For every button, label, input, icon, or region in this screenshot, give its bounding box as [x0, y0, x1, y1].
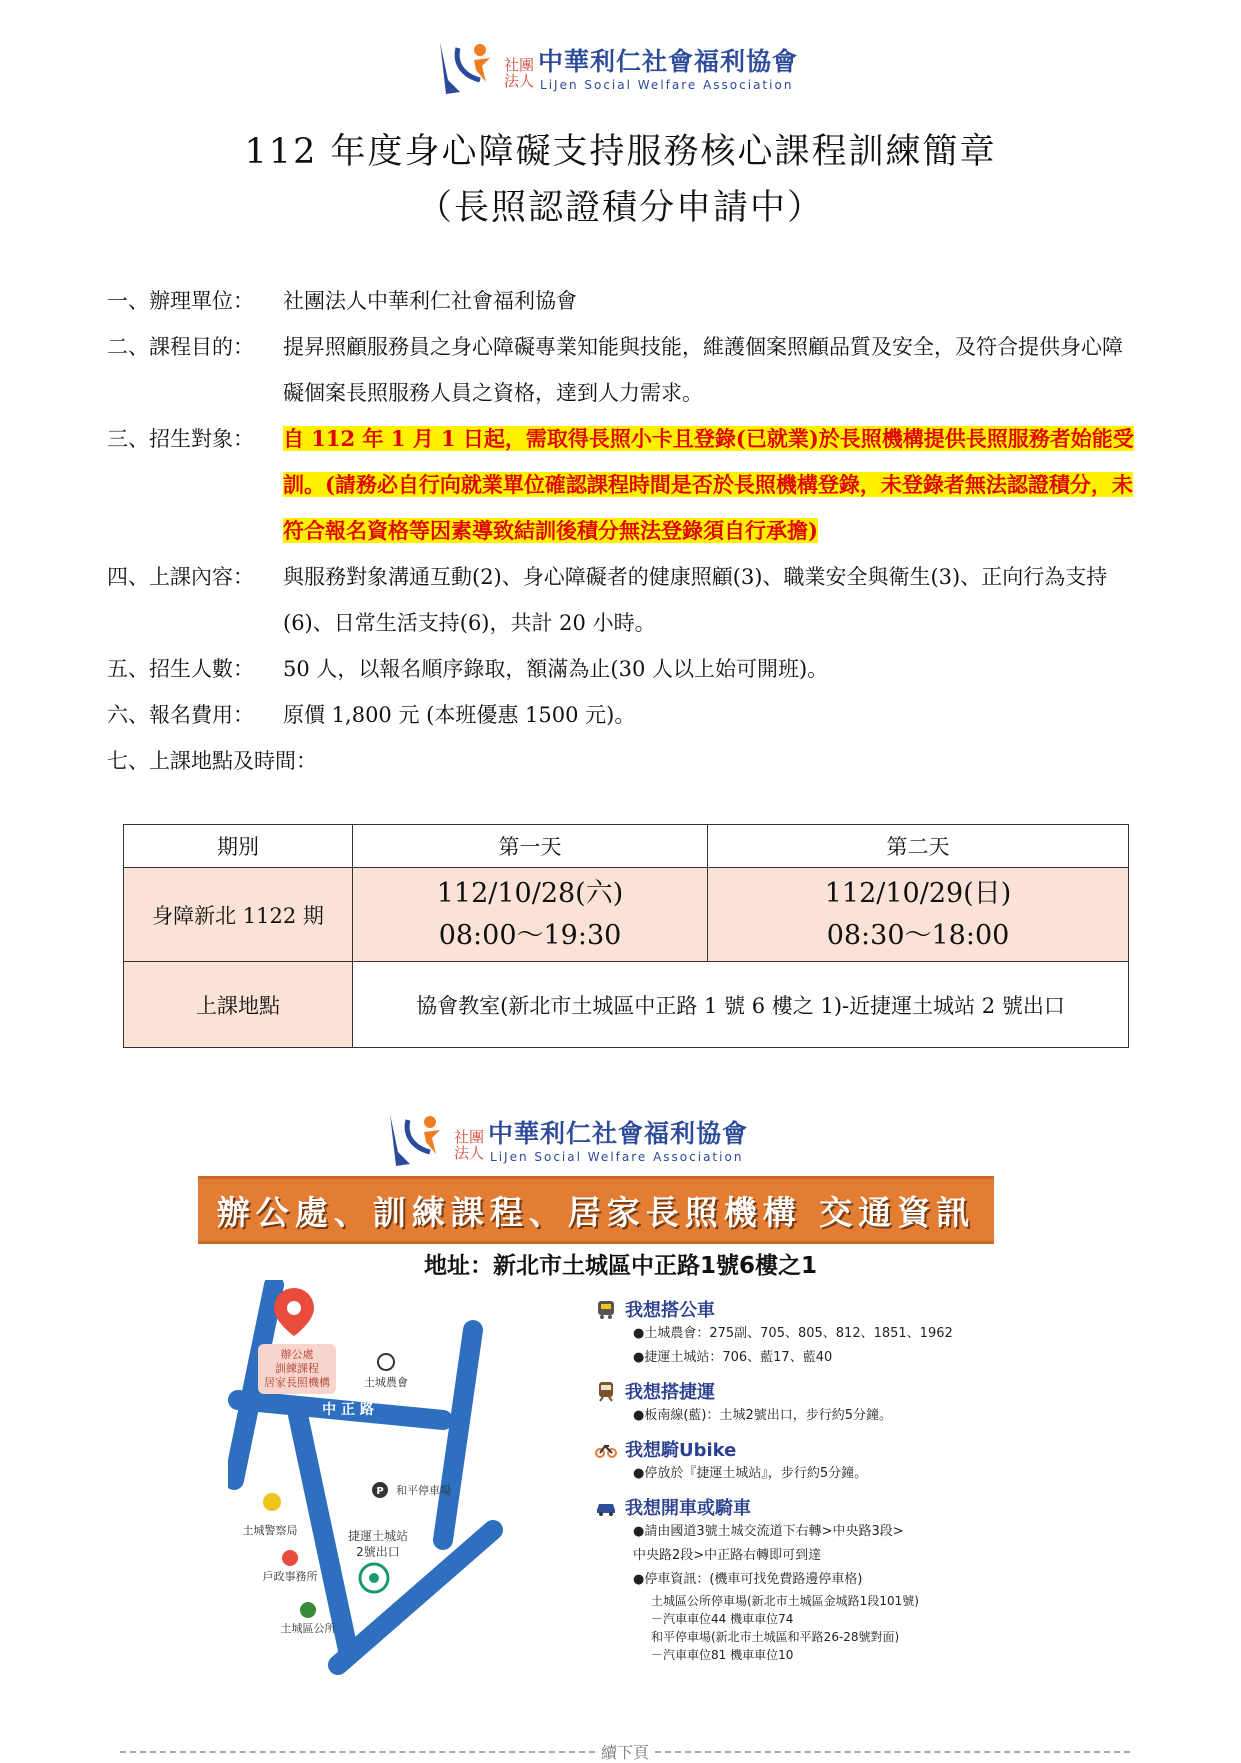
item-text: 與服務對象溝通互動(2)、身心障礙者的健康照顧(3)、職業安全與衛生(3)、正向行為支持(6)、日常生活支持(6)，共計 20 小時。 [283, 565, 1108, 635]
farm-icon [378, 1354, 394, 1370]
address-line: 地址：新北市土城區中正路1號6樓之1 [423, 1253, 817, 1279]
mrt-icon-dot [369, 1573, 379, 1583]
household-label: 戶政事務所 [262, 1570, 318, 1583]
logo-name: 中華利仁社會福利協會 [488, 1119, 749, 1148]
item-label: 四、上課內容： [107, 565, 254, 589]
header-day1: 第一天 [353, 825, 708, 868]
logo-small-top: 社團 [454, 1128, 485, 1146]
metro-title: 我想搭捷運 [625, 1382, 715, 1403]
day2-cell [708, 868, 1129, 962]
item-text: 50 人，以報名順序錄取，額滿為止(30 人以上始可開班)。 [283, 657, 829, 681]
parking-detail: －汽車車位81 機車車位10 [651, 1648, 794, 1662]
police-label: 土城警察局 [242, 1524, 298, 1537]
logo-small-top: 社團 [504, 56, 535, 74]
header-session: 期別 [124, 825, 353, 868]
item-label: 三、招生對象： [107, 427, 254, 451]
metro-heading [595, 1378, 1015, 1404]
ubike-heading [595, 1436, 1015, 1462]
table-row [124, 962, 1129, 1048]
document-title: 112 年度身心障礙支持服務核心課程訓練簡章 [244, 132, 997, 172]
footer-dash-right [655, 1751, 1130, 1753]
logo-mark-icon [380, 1108, 450, 1170]
metro-icon [595, 1380, 617, 1402]
parking-detail: 和平停車場(新北市土城區和平路26-28號對面) [651, 1630, 900, 1644]
police-icon [263, 1493, 281, 1511]
mrt-exit-label: 2號出口 [356, 1545, 400, 1559]
page-footer [120, 1740, 1130, 1763]
eligibility-highlight: 自 112 年 1 月 1 日起，需取得長照小卡且登錄(已就業)於長照機構提供長照服務者始能受訓。(請務必自行向就業單位確認課程時間是否於長照機構登錄，未登錄者無法認證積分，未符合報名資格等因素導致結訓後積分無法登錄須自行承擔) [283, 426, 1134, 543]
day1-cell [353, 868, 708, 962]
car-title: 我想開車或騎車 [625, 1498, 751, 1519]
footer-dash-left [120, 1751, 595, 1753]
item-label: 二、課程目的： [107, 335, 254, 359]
parking-label: 和平停車場 [396, 1484, 451, 1497]
info-item-content [107, 554, 1137, 646]
district-office-icon [300, 1602, 316, 1618]
location-map [228, 1280, 568, 1680]
car-line: ●停車資訊：(機車可找免費路邊停車格) [633, 1572, 863, 1587]
car-icon [595, 1496, 617, 1518]
item-label: 一、辦理單位： [107, 289, 254, 313]
item-label: 五、招生人數： [107, 657, 254, 681]
day2-time: 08:30～18:00 [826, 919, 1010, 951]
parking-detail: －汽車車位44 機車車位74 [651, 1612, 794, 1626]
table-row [124, 868, 1129, 962]
metro-line: ●板南線(藍)：土城2號出口，步行約5分鐘。 [633, 1408, 893, 1423]
logo-small-bottom: 法人 [504, 72, 535, 90]
item-label: 七、上課地點及時間： [107, 749, 317, 773]
logo-small-bottom: 法人 [454, 1144, 485, 1162]
info-item-fee [107, 692, 1137, 738]
bus-heading [595, 1296, 1015, 1322]
bus-line: ●土城農會：275副、705、805、812、1851、1962 [633, 1326, 953, 1341]
road-xuefu [443, 1330, 473, 1540]
car-heading [595, 1494, 1015, 1520]
logo-mark-icon [430, 36, 500, 98]
district-label: 土城區公所 [280, 1622, 336, 1635]
header-day2: 第二天 [708, 825, 1129, 868]
bus-icon [595, 1298, 617, 1320]
location-label: 上課地點 [124, 962, 353, 1048]
logo-name: 中華利仁社會福利協會 [538, 47, 799, 76]
parking-glyph: P [376, 1486, 384, 1497]
item-text: 提昇照顧服務員之身心障礙專業知能與技能，維護個案照顧品質及安全，及符合提供身心障礙個案長照服務人員之資格，達到人力需求。 [283, 335, 1123, 405]
mrt-label: 捷運土城站 [347, 1529, 409, 1543]
zhongzheng-label: 中 正 路 [322, 1402, 374, 1418]
logo-english: LiJen Social Welfare Association [490, 1150, 744, 1164]
location-value: 協會教室(新北市土城區中正路 1 號 6 樓之 1)-近捷運土城站 2 號出口 [353, 962, 1129, 1048]
info-item-schedule [107, 738, 1137, 784]
info-item-organizer [107, 278, 1137, 324]
logo-english: LiJen Social Welfare Association [540, 78, 794, 92]
office-label: 辦公處 [280, 1348, 314, 1361]
flyer-logo [380, 1108, 748, 1170]
continue-next-page: 續下頁 [601, 1743, 650, 1762]
day2-date: 112/10/29(日) [824, 877, 1012, 909]
bike-icon [595, 1438, 617, 1460]
car-line: ●請由國道3號土城交流道下右轉>中央路3段> [633, 1524, 904, 1539]
day1-date: 112/10/28(六) [436, 877, 624, 909]
bus-line: ●捷運土城站：706、藍17、藍40 [633, 1350, 833, 1365]
schedule-table [123, 824, 1129, 1048]
ubike-line: ●停放於『捷運土城站』，步行約5分鐘。 [633, 1466, 868, 1481]
item-label: 六、報名費用： [107, 703, 254, 727]
association-logo [430, 36, 798, 98]
ubike-title: 我想騎Ubike [625, 1440, 737, 1461]
car-line: 中央路2段>中正路右轉即可到達 [633, 1548, 822, 1563]
table-header-row [124, 825, 1129, 868]
farm-label: 土城農會 [364, 1376, 408, 1389]
info-item-eligibility [107, 416, 1137, 554]
info-item-purpose [107, 324, 1137, 416]
household-icon [282, 1550, 298, 1566]
parking-detail: 土城區公所停車場(新北市土城區金城路1段101號) [651, 1594, 919, 1608]
ltc-label: 居家長照機構 [264, 1376, 330, 1389]
transit-info [595, 1288, 1015, 1664]
training-label: 訓練課程 [275, 1362, 319, 1375]
info-item-enrollment [107, 646, 1137, 692]
transport-banner: 辦公處、訓練課程、居家長照機構 交通資訊 [198, 1176, 994, 1244]
day1-time: 08:00～19:30 [438, 919, 622, 951]
info-list [107, 278, 1137, 784]
bus-title: 我想搭公車 [625, 1300, 715, 1321]
pin-dot [287, 1301, 301, 1315]
session-name: 身障新北 1122 期 [124, 868, 353, 962]
item-text: 社團法人中華利仁社會福利協會 [283, 289, 577, 313]
document-subtitle: （長照認證積分申請中） [416, 188, 824, 228]
item-text: 原價 1,800 元 (本班優惠 1500 元)。 [283, 703, 636, 727]
